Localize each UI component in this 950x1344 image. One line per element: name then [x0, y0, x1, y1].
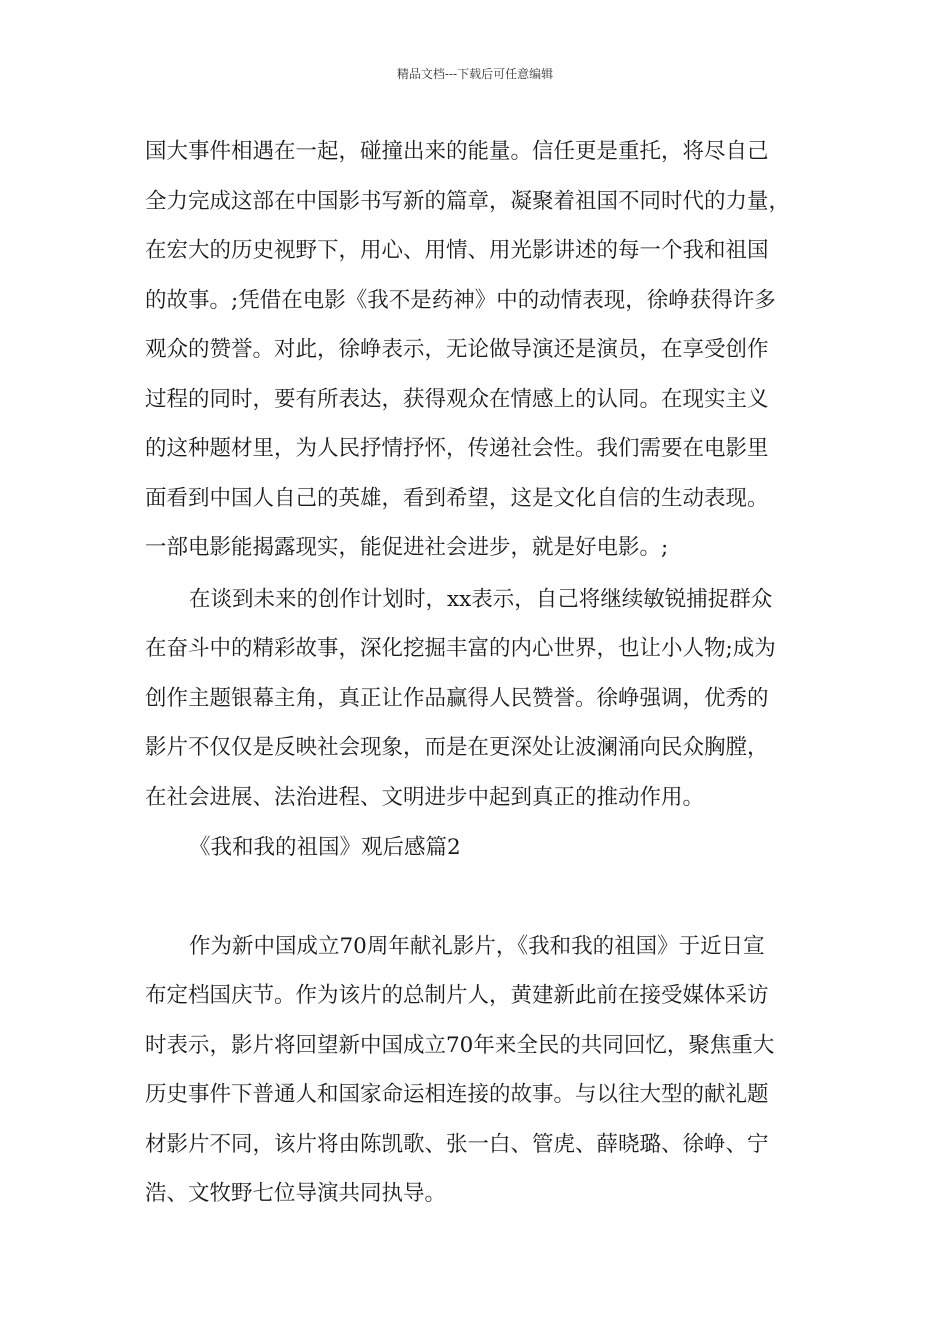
paragraph-line: 过程的同时，要有所表达，获得观众在情感上的认同。在现实主义: [145, 387, 769, 412]
paragraph-line: 材影片不同，该片将由陈凯歌、张一白、管虎、薛晓璐、徐峥、宁: [145, 1132, 769, 1157]
paragraph-line: 在谈到未来的创作计划时，xx表示，自己将继续敏锐捕捉群众: [189, 587, 773, 612]
paragraph-line: 时表示，影片将回望新中国成立70年来全民的共同回忆，聚焦重大: [145, 1033, 775, 1058]
paragraph-line: 全力完成这部在中国影书写新的篇章，凝聚着祖国不同时代的力量，: [145, 189, 791, 214]
section-heading: 《我和我的祖国》观后感篇2: [189, 835, 461, 860]
paragraph-line: 在奋斗中的精彩故事，深化挖掘丰富的内心世界，也让小人物;成为: [145, 636, 776, 661]
paragraph-line: 的这种题材里，为人民抒情抒怀，传递社会性。我们需要在电影里: [145, 436, 769, 461]
paragraph-line: 一部电影能揭露现实，能促进社会进步，就是好电影。;: [145, 535, 669, 560]
paragraph-line: 的故事。;凭借在电影《我不是药神》中的动情表现，徐峥获得许多: [145, 288, 776, 313]
paragraph-line: 影片不仅仅是反映社会现象，而是在更深处让波澜涌向民众胸膛，: [145, 735, 769, 760]
paragraph-line: 历史事件下普通人和国家命运相连接的故事。与以往大型的献礼题: [145, 1082, 769, 1107]
paragraph-line: 作为新中国成立70周年献礼影片，《我和我的祖国》于近日宣: [189, 934, 765, 959]
paragraph-line: 观众的赞誉。对此，徐峥表示，无论做导演还是演员，在享受创作: [145, 337, 769, 362]
page-header: 精品文档---下载后可任意编辑: [396, 67, 554, 81]
paragraph-line: 国大事件相遇在一起，碰撞出来的能量。信任更是重托，将尽自己: [145, 139, 769, 164]
paragraph-line: 在社会进展、法治进程、文明进步中起到真正的推动作用。: [145, 785, 705, 810]
paragraph-line: 浩、文牧野七位导演共同执导。: [145, 1181, 447, 1206]
paragraph-line: 创作主题银幕主角，真正让作品赢得人民赞誉。徐峥强调，优秀的: [145, 686, 769, 711]
paragraph-line: 面看到中国人自己的英雄，看到希望，这是文化自信的生动表现。: [145, 486, 769, 511]
paragraph-line: 布定档国庆节。作为该片的总制片人，黄建新此前在接受媒体采访: [145, 983, 769, 1008]
paragraph-line: 在宏大的历史视野下，用心、用情、用光影讲述的每一个我和祖国: [145, 238, 769, 263]
